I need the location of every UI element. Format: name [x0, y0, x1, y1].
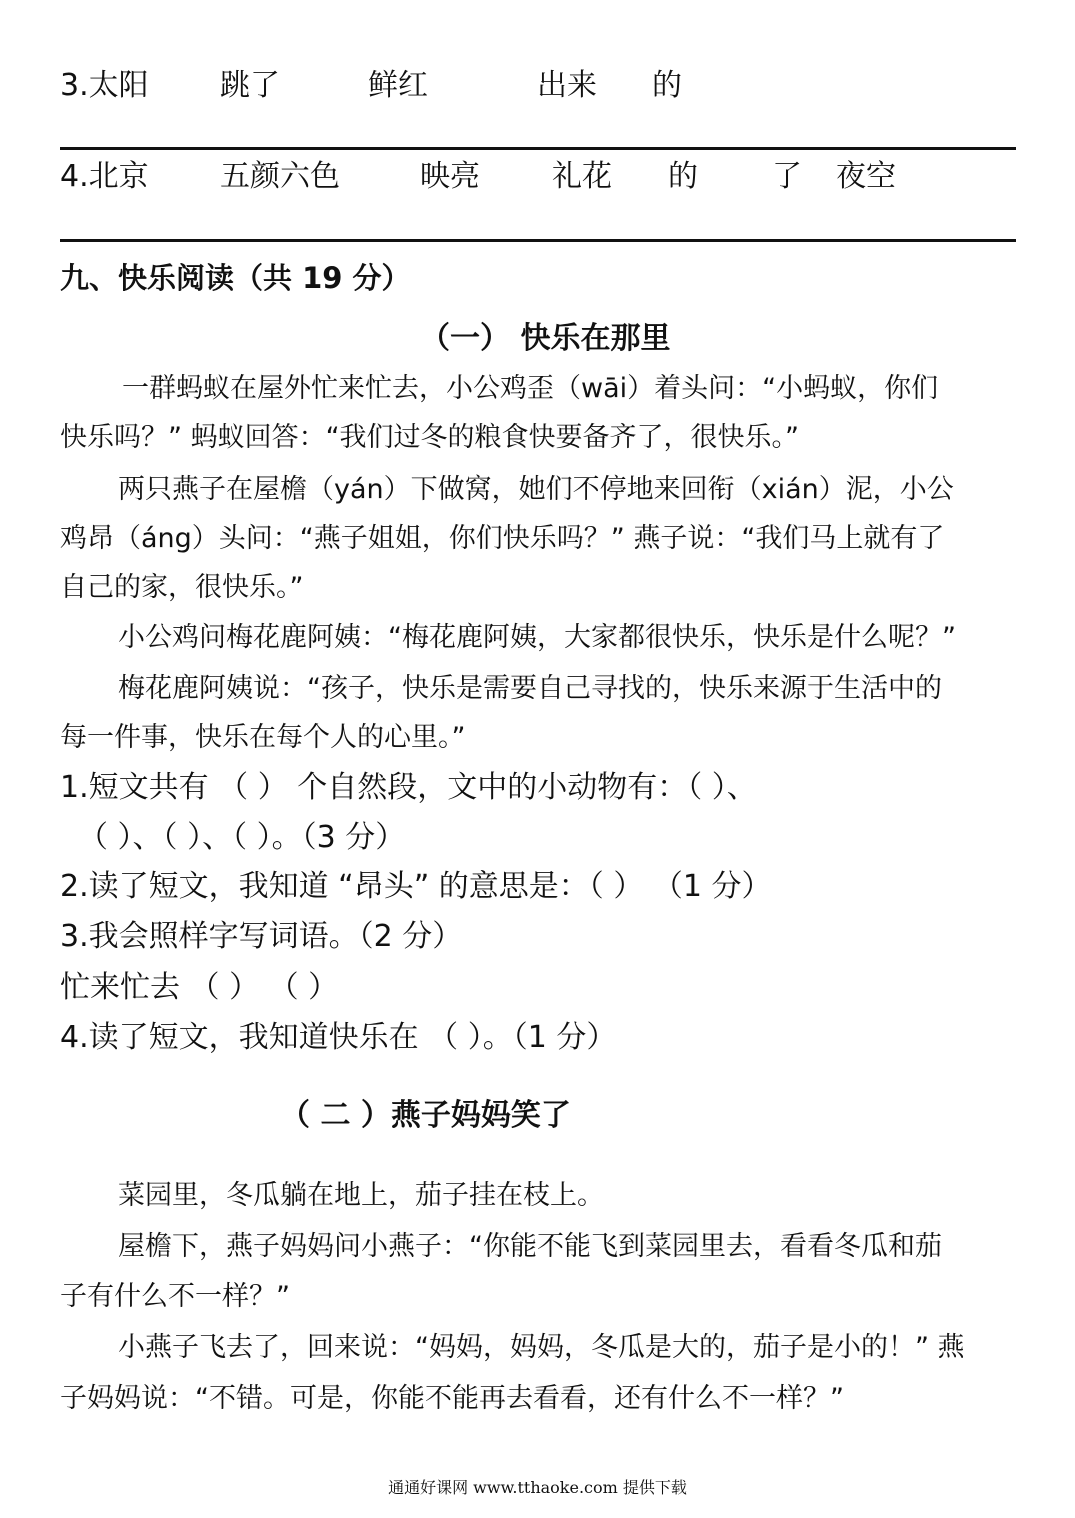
- paragraph-line: 小燕子飞去了，回来说：“妈妈，妈妈，冬瓜是大的，茄子是小的！” 燕: [118, 1332, 965, 1363]
- word: 鲜红: [368, 68, 428, 103]
- question-line: （ ）、（ ）、（ ）。（3 分）: [78, 820, 406, 855]
- exercise-row-3: [60, 66, 1016, 106]
- word: 3.太阳: [60, 68, 149, 103]
- passage-title: （ 二 ）燕子妈妈笑了: [280, 1098, 571, 1133]
- paragraph-line: 每一件事，快乐在每个人的心里。”: [60, 722, 466, 753]
- paragraph-line: 屋檐下，燕子妈妈问小燕子：“你能不能飞到菜园里去，看看冬瓜和茄: [118, 1231, 942, 1262]
- word: 映亮: [420, 159, 480, 194]
- word: 的: [652, 68, 682, 103]
- word: 跳了: [220, 68, 280, 103]
- word: 4.北京: [60, 159, 149, 194]
- word: 出来: [537, 68, 597, 103]
- question-line: 忙来忙去 （ ） （ ）: [60, 970, 339, 1005]
- word: 夜空: [836, 159, 896, 194]
- paragraph-line: 菜园里，冬瓜躺在地上，茄子挂在枝上。: [118, 1180, 604, 1211]
- paragraph-line: 快乐吗？” 蚂蚁回答：“我们过冬的粮食快要备齐了，很快乐。”: [60, 422, 800, 453]
- question-line: 2.读了短文，我知道 “昂头” 的意思是：（ ） （1 分）: [60, 869, 772, 904]
- answer-line: [60, 239, 1016, 242]
- question-line: 4.读了短文，我知道快乐在 （ ）。（1 分）: [60, 1020, 617, 1055]
- paragraph-line: 自己的家，很快乐。”: [60, 572, 304, 603]
- question-line: 1.短文共有 （ ） 个自然段，文中的小动物有：（ ）、: [60, 770, 757, 805]
- paragraph-line: 两只燕子在屋檐（yán）下做窝，她们不停地来回衔（xián）泥，小公: [118, 474, 954, 505]
- word: 了: [772, 159, 802, 194]
- word: 的: [668, 159, 698, 194]
- page-footer: 通通好课网 www.tthaoke.com 提供下载: [388, 1478, 687, 1497]
- paragraph-line: 子有什么不一样？”: [60, 1281, 290, 1312]
- question-line: 3.我会照样字写词语。（2 分）: [60, 919, 463, 954]
- exercise-row-4: [60, 157, 1016, 197]
- paragraph-line: 子妈妈说：“不错。可是，你能不能再去看看，还有什么不一样？”: [60, 1383, 844, 1414]
- passage-title: （一） 快乐在那里: [420, 321, 671, 356]
- section-heading: 九、快乐阅读（共 19 分）: [60, 261, 411, 295]
- paragraph-line: 梅花鹿阿姨说：“孩子，快乐是需要自己寻找的，快乐来源于生活中的: [118, 673, 942, 704]
- paragraph-line: 一群蚂蚁在屋外忙来忙去，小公鸡歪（wāi）着头问：“小蚂蚁，你们: [122, 373, 939, 404]
- word: 礼花: [552, 159, 612, 194]
- paragraph-line: 小公鸡问梅花鹿阿姨：“梅花鹿阿姨，大家都很快乐，快乐是什么呢？”: [118, 622, 956, 653]
- answer-line: [60, 147, 1016, 150]
- paragraph-line: 鸡昂（áng）头问：“燕子姐姐，你们快乐吗？” 燕子说：“我们马上就有了: [60, 523, 945, 554]
- word: 五颜六色: [220, 159, 340, 194]
